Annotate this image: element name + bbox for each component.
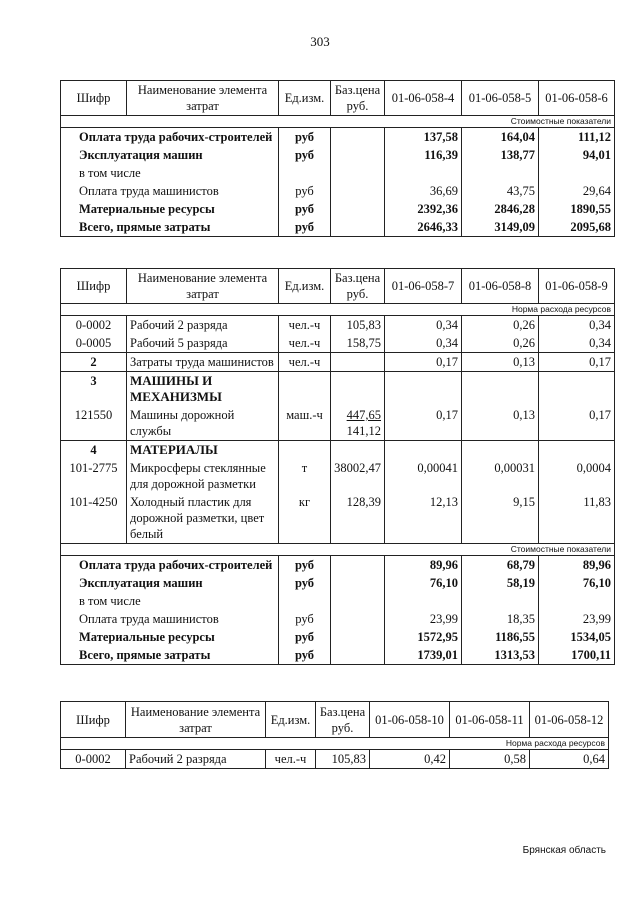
header-name: Наименование элемента затрат xyxy=(127,81,279,116)
group-title: МАТЕРИАЛЫ xyxy=(127,441,279,460)
row-value-3: 111,12 xyxy=(539,128,615,147)
row-value-1: 36,69 xyxy=(385,182,462,200)
row-price: 38002,47 xyxy=(331,459,385,493)
header-unit: Ед.изм. xyxy=(279,269,331,304)
row-value-1: 2646,33 xyxy=(385,218,462,237)
cost-row xyxy=(61,182,615,200)
cost-row xyxy=(61,574,615,592)
row-value-2: 18,35 xyxy=(462,610,539,628)
row-value-1: 89,96 xyxy=(385,556,462,575)
row-code: 0-0002 xyxy=(61,316,127,335)
section-label: Стоимостные показатели xyxy=(61,116,615,128)
header-col-1: 01-06-058-10 xyxy=(370,702,450,738)
row-unit: руб xyxy=(279,646,331,665)
row-name: Оплата труда машинистов xyxy=(61,610,279,628)
row-unit xyxy=(279,592,331,610)
row-unit: руб xyxy=(279,556,331,575)
row-price xyxy=(331,628,385,646)
header-col-3: 01-06-058-9 xyxy=(539,269,615,304)
row-name: Эксплуатация машин xyxy=(61,146,279,164)
row-value-3: 1534,05 xyxy=(539,628,615,646)
row-price xyxy=(331,353,385,372)
row-value-3: 94,01 xyxy=(539,146,615,164)
row-value-3: 2095,68 xyxy=(539,218,615,237)
row-value-3: 1890,55 xyxy=(539,200,615,218)
row-unit: чел.-ч xyxy=(279,316,331,335)
cost-row xyxy=(61,556,615,575)
footer-region: Брянская область xyxy=(522,845,606,856)
section-label: Норма расхода ресурсов xyxy=(61,304,615,316)
row-unit: руб xyxy=(279,610,331,628)
row-value-2 xyxy=(462,164,539,182)
row-value-2 xyxy=(462,592,539,610)
row-value-2: 1313,53 xyxy=(462,646,539,665)
row-price xyxy=(331,164,385,182)
header-col-2: 01-06-058-11 xyxy=(450,702,530,738)
row-unit: руб xyxy=(279,574,331,592)
price-bottom: 141,12 xyxy=(346,424,381,438)
row-value-3: 1700,11 xyxy=(539,646,615,665)
row-price xyxy=(331,610,385,628)
row-code: 101-2775 xyxy=(61,459,127,493)
row-value-3 xyxy=(539,592,615,610)
row-unit xyxy=(279,164,331,182)
row-price xyxy=(331,218,385,237)
cost-row xyxy=(61,592,615,610)
row-value-2: 3149,09 xyxy=(462,218,539,237)
row-price xyxy=(331,574,385,592)
row-value-2: 0,26 xyxy=(462,334,539,353)
row-unit: т xyxy=(279,459,331,493)
row-unit: чел.-ч xyxy=(279,334,331,353)
row-price xyxy=(331,646,385,665)
row-value-2: 58,19 xyxy=(462,574,539,592)
row-name: Затраты труда машинистов xyxy=(127,353,279,372)
row-name: Машины дорожной службы xyxy=(127,406,279,441)
header-name: Наименование элемента затрат xyxy=(127,269,279,304)
section-label-row xyxy=(61,738,609,750)
row-price: 105,83 xyxy=(331,316,385,335)
row-unit: кг xyxy=(279,493,331,544)
cost-row xyxy=(61,218,615,237)
row-value-3: 76,10 xyxy=(539,574,615,592)
header-code: Шифр xyxy=(61,81,127,116)
row-value-1: 0,17 xyxy=(385,353,462,372)
row-price: 158,75 xyxy=(331,334,385,353)
row-name: Холодный пластик для дорожной разметки, цвет белый xyxy=(127,493,279,544)
row-unit: руб xyxy=(279,628,331,646)
header-code: Шифр xyxy=(61,702,126,738)
cost-row xyxy=(61,628,615,646)
row-value-3: 0,64 xyxy=(530,750,609,769)
row-price xyxy=(331,406,385,441)
section-label-row xyxy=(61,116,615,128)
row-code: 0-0002 xyxy=(61,750,126,769)
row-price xyxy=(331,200,385,218)
header-col-1: 01-06-058-4 xyxy=(385,81,462,116)
cost-row xyxy=(61,646,615,665)
cost-row xyxy=(61,200,615,218)
group-code: 3 xyxy=(61,372,127,407)
row-unit: маш.-ч xyxy=(279,406,331,441)
header-col-2: 01-06-058-5 xyxy=(462,81,539,116)
row-name: Оплата труда рабочих-строителей xyxy=(61,128,279,147)
table-header xyxy=(61,81,615,116)
row-value-3: 29,64 xyxy=(539,182,615,200)
header-col-2: 01-06-058-8 xyxy=(462,269,539,304)
section-label: Норма расхода ресурсов xyxy=(61,738,609,750)
row-price xyxy=(331,146,385,164)
row-value-2: 138,77 xyxy=(462,146,539,164)
row-value-1 xyxy=(385,592,462,610)
row-value-1: 0,34 xyxy=(385,334,462,353)
row-unit: руб xyxy=(279,200,331,218)
cost-row xyxy=(61,128,615,147)
row-code: 101-4250 xyxy=(61,493,127,544)
table-header xyxy=(61,269,615,304)
cost-row xyxy=(61,610,615,628)
row-name: Рабочий 2 разряда xyxy=(127,316,279,335)
resource-table-2 xyxy=(60,268,615,665)
resource-row xyxy=(61,493,615,544)
row-value-1 xyxy=(385,164,462,182)
machine-row xyxy=(61,406,615,441)
resource-row xyxy=(61,750,609,769)
row-unit: руб xyxy=(279,146,331,164)
row-value-2: 0,00031 xyxy=(462,459,539,493)
row-name: Всего, прямые затраты xyxy=(61,646,279,665)
row-unit: чел.-ч xyxy=(266,750,316,769)
header-code: Шифр xyxy=(61,269,127,304)
section-label-row xyxy=(61,304,615,316)
cost-row xyxy=(61,164,615,182)
header-price: Баз.цена руб. xyxy=(331,269,385,304)
row-unit: руб xyxy=(279,128,331,147)
row-value-1: 137,58 xyxy=(385,128,462,147)
row-value-2: 0,26 xyxy=(462,316,539,335)
row-value-2: 0,13 xyxy=(462,353,539,372)
row-name: Рабочий 2 разряда xyxy=(126,750,266,769)
group-title: МАШИНЫ И МЕХАНИЗМЫ xyxy=(127,372,279,407)
row-value-2: 2846,28 xyxy=(462,200,539,218)
row-code: 121550 xyxy=(61,406,127,441)
row-value-1: 0,34 xyxy=(385,316,462,335)
row-value-2: 1186,55 xyxy=(462,628,539,646)
row-name: Оплата труда рабочих-строителей xyxy=(61,556,279,575)
row-code: 2 xyxy=(61,353,127,372)
row-value-2: 0,58 xyxy=(450,750,530,769)
row-value-1: 76,10 xyxy=(385,574,462,592)
row-price xyxy=(331,592,385,610)
cost-table-1 xyxy=(60,80,615,237)
header-unit: Ед.изм. xyxy=(279,81,331,116)
header-col-3: 01-06-058-12 xyxy=(530,702,609,738)
row-unit: руб xyxy=(279,182,331,200)
materials-group-row xyxy=(61,441,615,460)
row-value-3: 0,0004 xyxy=(539,459,615,493)
resource-row xyxy=(61,353,615,372)
row-value-1: 2392,36 xyxy=(385,200,462,218)
row-value-2: 9,15 xyxy=(462,493,539,544)
header-col-3: 01-06-058-6 xyxy=(539,81,615,116)
header-price: Баз.цена руб. xyxy=(331,81,385,116)
page-number: 303 xyxy=(310,34,330,49)
header-price: Баз.цена руб. xyxy=(316,702,370,738)
row-price xyxy=(331,556,385,575)
row-value-2: 164,04 xyxy=(462,128,539,147)
row-name: Материальные ресурсы xyxy=(61,200,279,218)
row-name: в том числе xyxy=(61,164,279,182)
group-code: 4 xyxy=(61,441,127,460)
row-value-1: 1739,01 xyxy=(385,646,462,665)
row-name: Всего, прямые затраты xyxy=(61,218,279,237)
row-name: в том числе xyxy=(61,592,279,610)
row-name: Рабочий 5 разряда xyxy=(127,334,279,353)
row-value-3: 0,17 xyxy=(539,353,615,372)
row-price xyxy=(331,182,385,200)
row-price xyxy=(331,128,385,147)
row-value-1: 23,99 xyxy=(385,610,462,628)
row-value-2: 68,79 xyxy=(462,556,539,575)
row-code: 0-0005 xyxy=(61,334,127,353)
header-col-1: 01-06-058-7 xyxy=(385,269,462,304)
cost-row xyxy=(61,146,615,164)
row-name: Материальные ресурсы xyxy=(61,628,279,646)
row-value-3: 23,99 xyxy=(539,610,615,628)
row-price: 105,83 xyxy=(316,750,370,769)
section-label: Стоимостные показатели xyxy=(61,544,615,556)
row-value-3: 0,34 xyxy=(539,334,615,353)
row-value-3: 0,17 xyxy=(539,406,615,441)
row-value-1: 1572,95 xyxy=(385,628,462,646)
header-name: Наименование элемента затрат xyxy=(126,702,266,738)
header-unit: Ед.изм. xyxy=(266,702,316,738)
row-value-2: 0,13 xyxy=(462,406,539,441)
row-price: 128,39 xyxy=(331,493,385,544)
section-label-row xyxy=(61,544,615,556)
row-name: Эксплуатация машин xyxy=(61,574,279,592)
row-name: Оплата труда машинистов xyxy=(61,182,279,200)
row-value-1: 12,13 xyxy=(385,493,462,544)
row-value-3: 11,83 xyxy=(539,493,615,544)
row-name: Микросферы стеклянные для дорожной разметки xyxy=(127,459,279,493)
row-unit: чел.-ч xyxy=(279,353,331,372)
row-value-2: 43,75 xyxy=(462,182,539,200)
row-value-1: 0,00041 xyxy=(385,459,462,493)
resource-row xyxy=(61,334,615,353)
resource-table-3 xyxy=(60,701,609,769)
table-header xyxy=(61,702,609,738)
row-value-1: 0,42 xyxy=(370,750,450,769)
row-value-3 xyxy=(539,164,615,182)
row-value-1: 116,39 xyxy=(385,146,462,164)
machines-group-row xyxy=(61,372,615,407)
row-value-3: 0,34 xyxy=(539,316,615,335)
row-value-1: 0,17 xyxy=(385,406,462,441)
row-unit: руб xyxy=(279,218,331,237)
row-value-3: 89,96 xyxy=(539,556,615,575)
resource-row xyxy=(61,459,615,493)
price-top: 447,65 xyxy=(346,408,381,422)
resource-row xyxy=(61,316,615,335)
